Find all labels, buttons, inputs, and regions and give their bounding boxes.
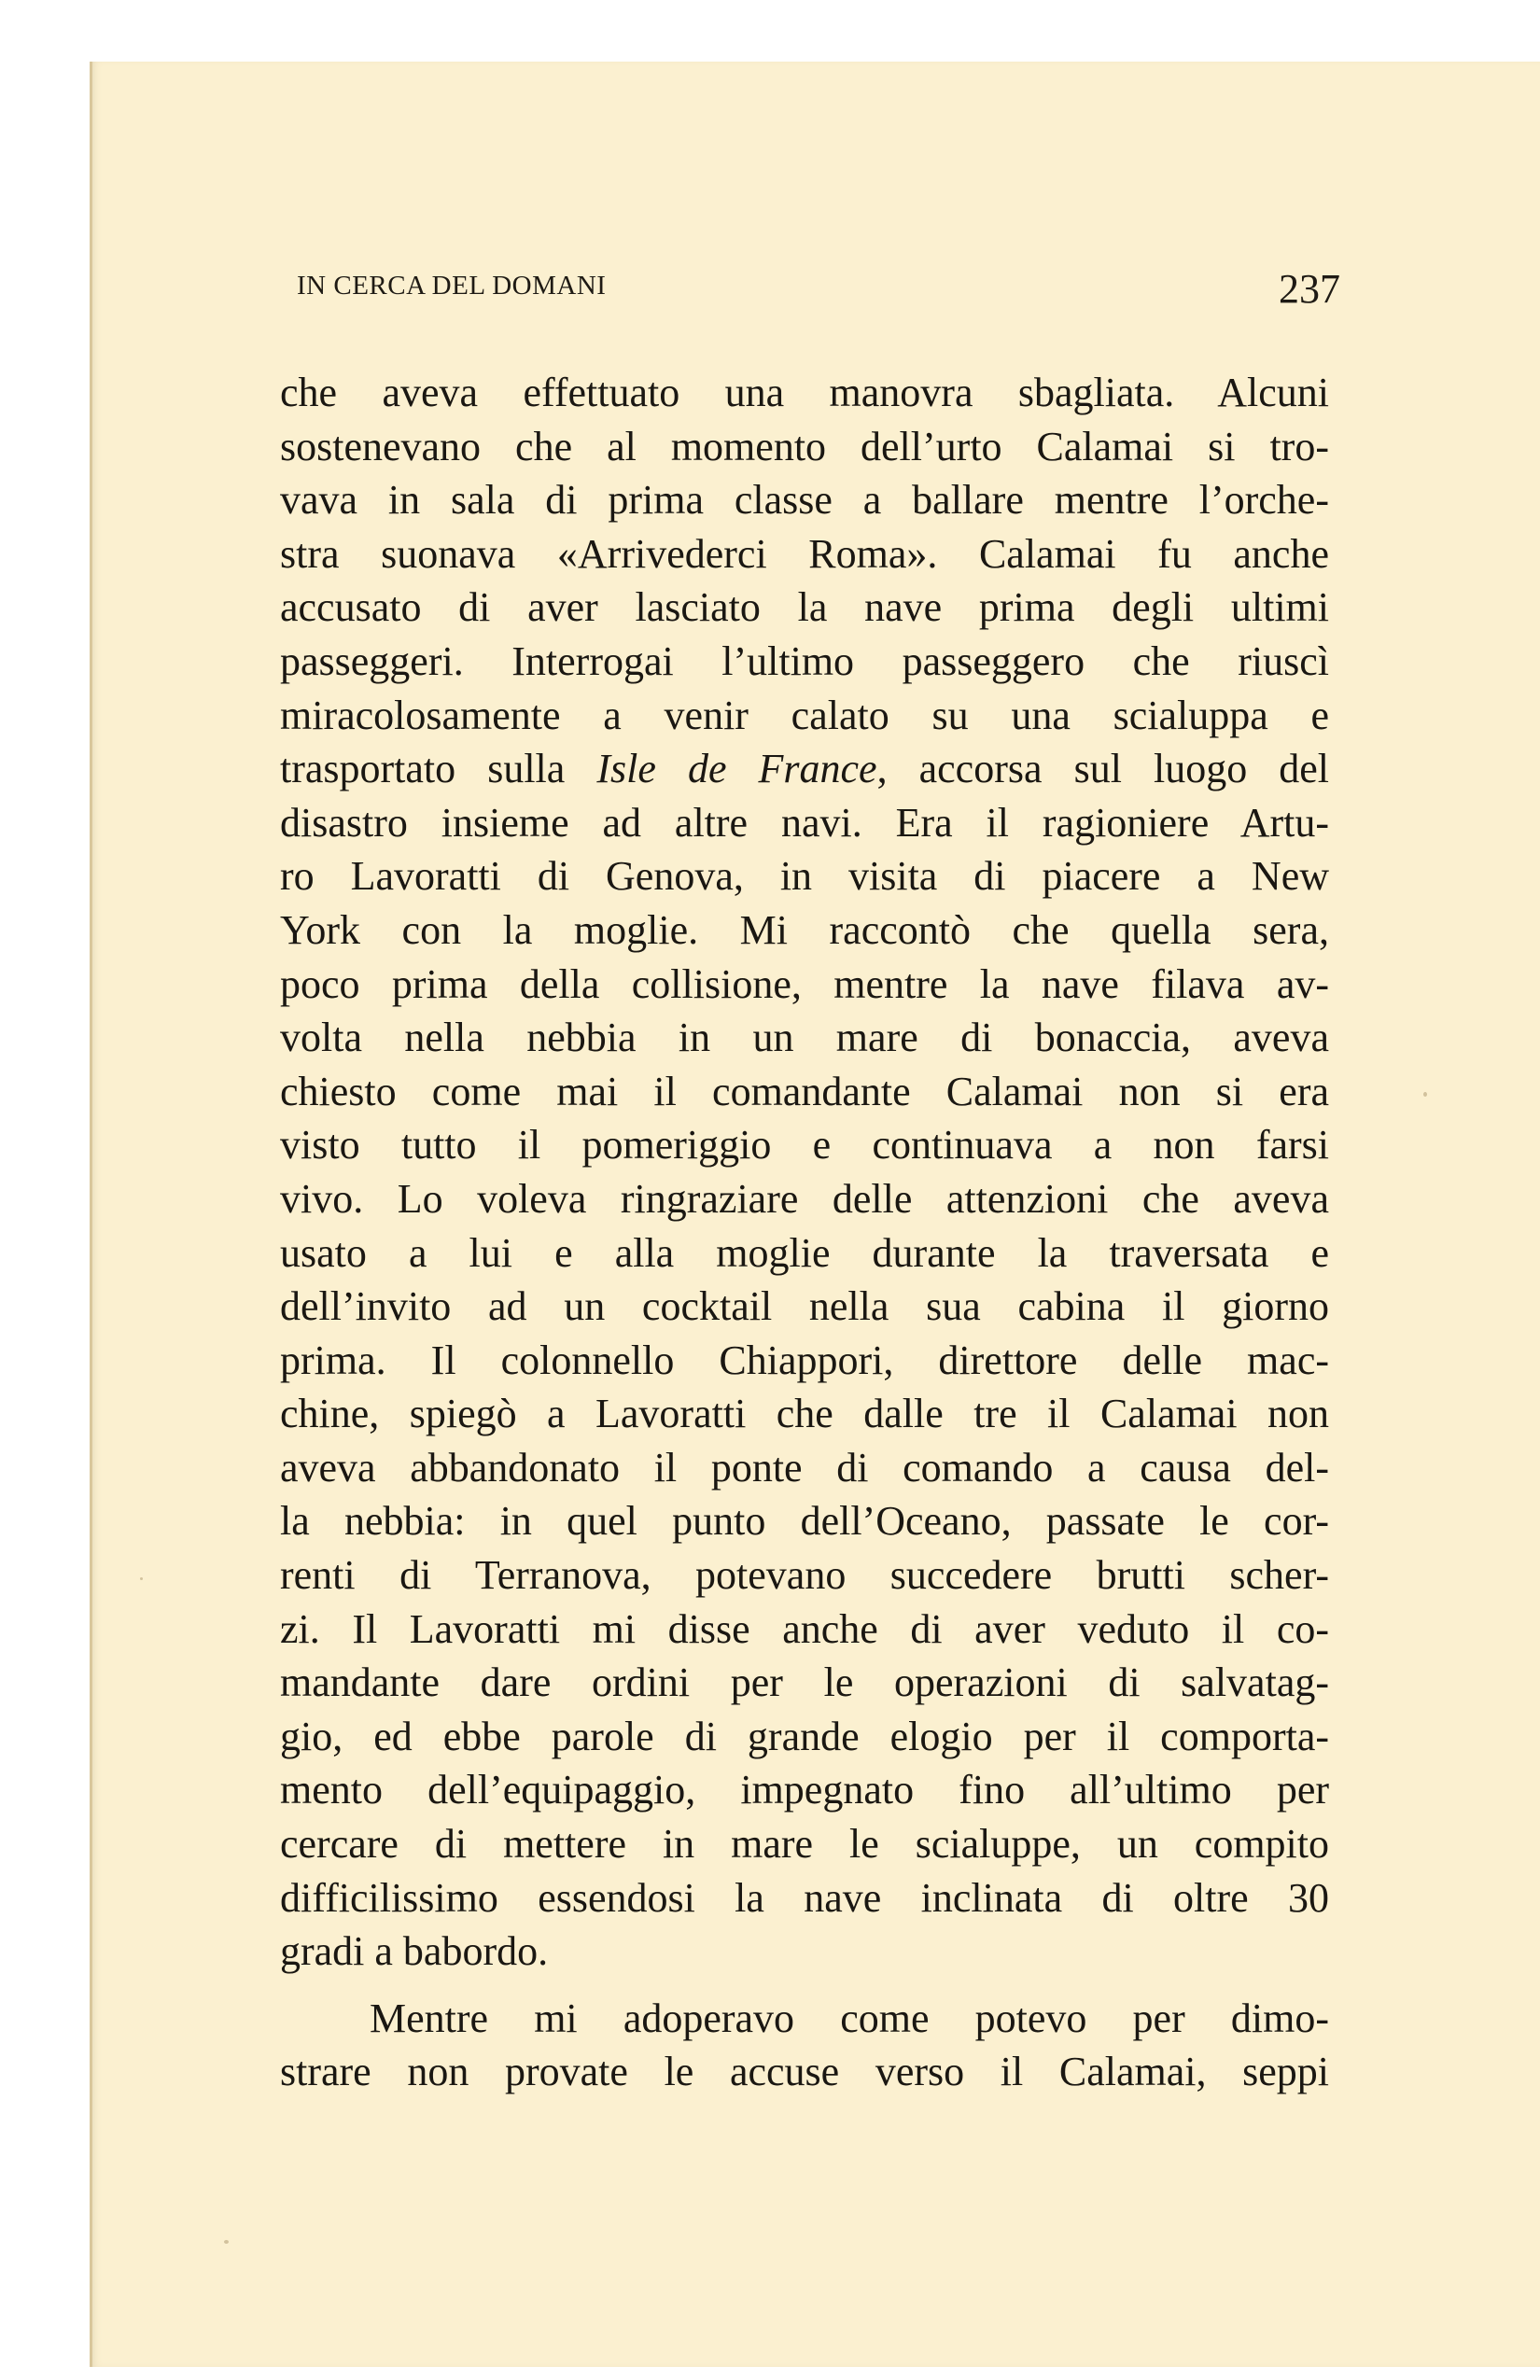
text-line: usato a lui e alla moglie durante la traversata e — [280, 1229, 1329, 1276]
text-line: mento dell’equipaggio, impegnato fino all’ultimo per — [280, 1767, 1329, 1813]
running-head-title: IN CERCA DEL DOMANI — [297, 271, 607, 301]
text-line: miracolosamente a venir calato su una scialuppa e — [280, 692, 1329, 738]
text-line: sostenevano che al momento dell’urto Calamai si tro- — [280, 423, 1329, 469]
running-head — [297, 266, 1340, 312]
paper-speck — [140, 1577, 143, 1580]
text-line: Mentre mi adoperavo come potevo per dimo- — [370, 1995, 1329, 2041]
text-line: vivo. Lo voleva ringraziare delle attenzioni che aveva — [280, 1175, 1329, 1222]
text-line: renti di Terranova, potevano succedere brutti scher- — [280, 1552, 1329, 1599]
text-line: che aveva effettuato una manovra sbagliata. Alcuni — [280, 370, 1329, 415]
text-line: zi. Il Lavoratti mi disse anche di aver veduto il co- — [280, 1605, 1329, 1652]
page-number: 237 — [1279, 266, 1340, 312]
text-line: prima. Il colonnello Chiappori, direttore delle mac- — [280, 1337, 1329, 1383]
paragraph-gap — [280, 1979, 1329, 1992]
text-line: chiesto come mai il comandante Calamai non si era — [280, 1068, 1329, 1114]
text-line: York con la moglie. Mi raccontò che quella sera, — [280, 906, 1329, 953]
text-line: volta nella nebbia in un mare di bonaccia, aveva — [280, 1015, 1329, 1061]
text-line: mandante dare ordini per le operazioni di salvatag- — [280, 1659, 1329, 1706]
paper-speck — [1423, 1092, 1427, 1097]
paper-edge — [90, 62, 92, 2367]
text-line: cercare di mettere in mare le scialuppe, un compito — [280, 1821, 1329, 1868]
text-line: difficilissimo essendosi la nave inclinata di oltre 30 — [280, 1874, 1329, 1921]
text-line: vava in sala di prima classe a ballare mentre l’orche- — [280, 477, 1329, 524]
text-line: stra suonava «Arrivederci Roma». Calamai fu anche — [280, 530, 1329, 577]
text-line: visto tutto il pomeriggio e continuava a non farsi — [280, 1122, 1329, 1169]
text-line: gio, ed ebbe parole di grande elogio per il comporta- — [280, 1713, 1329, 1759]
text-line: strare non provate le accuse verso il Calamai, seppi — [280, 2049, 1329, 2095]
text-line: passeggeri. Interrogai l’ultimo passeggero che riuscì — [280, 637, 1329, 684]
text-line: trasportato sulla Isle de France, accorsa sul luogo del — [280, 746, 1329, 792]
paper-speck — [224, 2240, 229, 2244]
text-line: disastro insieme ad altre navi. Era il ragioniere Artu- — [280, 799, 1329, 846]
text-line: ro Lavoratti di Genova, in visita di piacere a New — [280, 853, 1329, 900]
body-text — [280, 366, 1329, 2099]
text-line: dell’invito ad un cocktail nella sua cabina il giorno — [280, 1283, 1329, 1330]
text-line: chine, spiegò a Lavoratti che dalle tre il Calamai non — [280, 1391, 1329, 1437]
text-line: aveva abbandonato il ponte di comando a causa del- — [280, 1444, 1329, 1491]
paragraph — [280, 1992, 1329, 2099]
text-line: la nebbia: in quel punto dell’Oceano, passate le cor- — [280, 1498, 1329, 1545]
paragraph — [280, 366, 1329, 1979]
text-line: accusato di aver lasciato la nave prima degli ultimi — [280, 584, 1329, 631]
text-line: gradi a babordo. — [280, 1928, 549, 1975]
text-line: poco prima della collisione, mentre la nave filava av- — [280, 960, 1329, 1007]
